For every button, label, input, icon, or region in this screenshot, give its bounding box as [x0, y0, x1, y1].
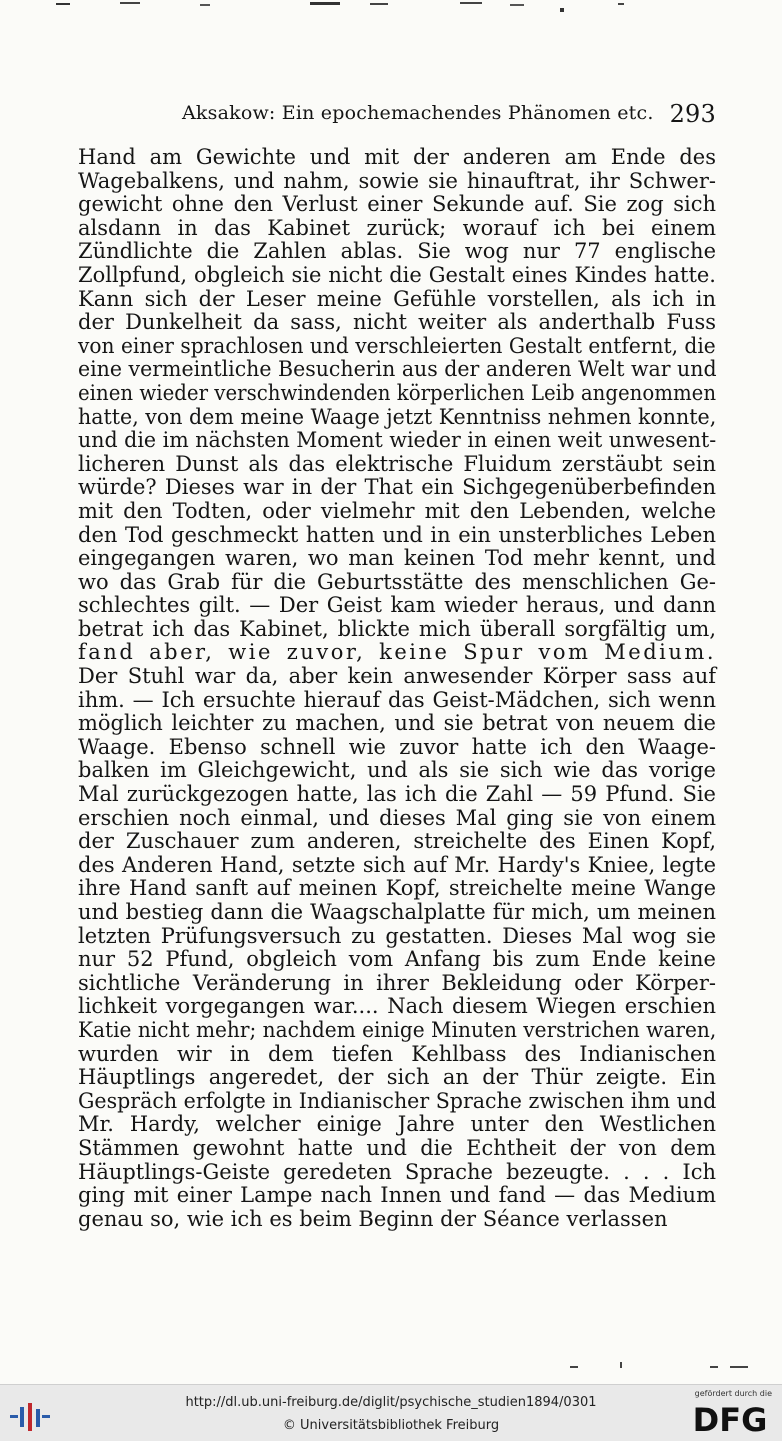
- source-url-link[interactable]: http://dl.ub.uni-freiburg.de/diglit/psychische_studien1894/0301: [185, 1395, 597, 1410]
- text-line: Mal zurückgezogen hatte, las ich die Zahl — 59 Pfund. Sie: [78, 782, 716, 807]
- text-line: Hand am Gewichte und mit der anderen am Ende des: [78, 145, 716, 169]
- text-line: letzten Prüfungsversuch zu gestatten. Dieses Mal wog sie: [78, 923, 716, 948]
- text-line: sichtliche Veränderung in ihrer Bekleidung oder Körper-: [78, 970, 716, 995]
- body-text: [78, 146, 716, 1231]
- text-line: alsdann in das Kabinet zurück; worauf ich bei einem: [78, 215, 716, 240]
- text-line: und bestieg dann die Waagschalplatte für mich, um meinen: [78, 900, 716, 924]
- text-line: der Zuschauer zum anderen, streichelte des Einen Kopf,: [78, 829, 716, 854]
- text-line: erschien noch einmal, und dieses Mal ging sie von einem: [78, 805, 716, 830]
- viewer-footer: [0, 1384, 782, 1441]
- text-line: genau so, wie ich es beim Beginn der Séance verlassen: [78, 1206, 668, 1231]
- text-line: lichkeit vorgegangen war.... Nach diesem Wiegen erschien: [78, 994, 716, 1019]
- dfg-logo-text: DFG: [692, 1401, 768, 1436]
- copyright-notice: © Universitätsbibliothek Freiburg: [282, 1418, 500, 1433]
- scan-artifacts-bottom: [560, 1360, 760, 1372]
- page-number: 293: [669, 100, 716, 128]
- text-line: gewicht ohne den Verlust einer Sekunde auf. Sie zog sich: [78, 192, 716, 217]
- text-line: ihre Hand sanft auf meinen Kopf, streichelte meine Wange: [78, 876, 716, 901]
- text-line: ihm. — Ich ersuchte hierauf das Geist-Mädchen, sich wenn: [78, 687, 716, 712]
- text-line: und die im nächsten Moment wieder in einen weit unwesent-: [78, 428, 717, 453]
- text-line: Wagebalkens, und nahm, sowie sie hinauftrat, ihr Schwer-: [78, 168, 716, 193]
- text-line: würde? Dieses war in der That ein Sichgegenüberbefinden: [78, 475, 716, 500]
- text-line: licheren Dunst als das elektrische Fluidum zerstäubt sein: [78, 451, 716, 476]
- text-line: wo das Grab für die Geburtsstätte des menschlichen Ge-: [78, 569, 716, 594]
- text-line: hatte, von dem meine Waage jetzt Kenntniss nehmen konnte,: [78, 404, 717, 429]
- text-line: möglich leichter zu machen, und sie betrat von neuem die: [78, 711, 716, 736]
- text-line: nur 52 Pfund, obgleich vom Anfang bis zum Ende keine: [78, 947, 716, 972]
- text-line: Mr. Hardy, welcher einige Jahre unter den Westlichen: [78, 1112, 716, 1137]
- text-line: Stämmen gewohnt hatte und die Echtheit der von dem: [78, 1135, 716, 1160]
- scan-artifacts: [40, 0, 640, 14]
- text-line: Kann sich der Leser meine Gefühle vorstellen, als ich in: [78, 286, 716, 311]
- text-line: wurden wir in dem tiefen Kehlbass des Indianischen: [78, 1041, 716, 1066]
- text-line: der Dunkelheit da sass, nicht weiter als anderthalb Fuss: [78, 310, 716, 335]
- running-head-title: Aksakow: Ein epochemachendes Phänomen etc.: [182, 102, 654, 124]
- text-line: den Tod geschmeckt hatten und in ein unsterbliches Leben: [78, 522, 716, 547]
- text-line: schlechtes gilt. — Der Geist kam wieder heraus, und dann: [78, 593, 716, 618]
- text-line: Gespräch erfolgte in Indianischer Sprache zwischen ihm und: [78, 1088, 717, 1113]
- text-line: des Anderen Hand, setzte sich auf Mr. Hardy's Kniee, legte: [78, 852, 716, 877]
- text-line: Der Stuhl war da, aber kein anwesender Körper sass auf: [78, 664, 716, 689]
- sponsor-caption: gefördert durch die: [694, 1389, 772, 1398]
- text-line: Häuptlings angeredet, der sich an der Thür zeigte. Ein: [78, 1065, 716, 1090]
- text-line: einen wieder verschwindenden körperlichen Leib angenommen: [78, 380, 717, 405]
- text-line: balken im Gleichgewicht, und als sie sich wie das vorige: [78, 758, 716, 783]
- text-line: betrat ich das Kabinet, blickte mich überall sorgfältig um,: [78, 616, 716, 641]
- text-line: Waage. Ebenso schnell wie zuvor hatte ich den Waage-: [78, 734, 716, 759]
- running-head: [182, 100, 722, 130]
- text-line: Katie nicht mehr; nachdem einige Minuten verstrichen waren,: [78, 1017, 717, 1042]
- text-line: mit den Todten, oder vielmehr mit den Lebenden, welche: [78, 498, 716, 523]
- text-line: ging mit einer Lampe nach Innen und fand — das Medium: [78, 1183, 716, 1208]
- text-line: Zündlichte die Zahlen ablas. Sie wog nur 77 englische: [78, 239, 716, 264]
- text-line: eine vermeintliche Besucherin aus der anderen Welt war und: [78, 357, 717, 382]
- text-line: Häuptlings-Geiste geredeten Sprache bezeugte. . . . Ich: [78, 1159, 716, 1184]
- text-line: von einer sprachlosen und verschleierten Gestalt entfernt, die: [78, 333, 716, 358]
- text-line: eingegangen waren, wo man keinen Tod mehr kennt, und: [78, 546, 716, 571]
- text-line-spaced: fand aber, wie zuvor, keine Spur vom Medium.: [78, 640, 716, 665]
- text-line: Zollpfund, obgleich sie nicht die Gestalt eines Kindes hatte.: [78, 262, 716, 287]
- dfg-logo-icon[interactable]: [688, 1400, 772, 1436]
